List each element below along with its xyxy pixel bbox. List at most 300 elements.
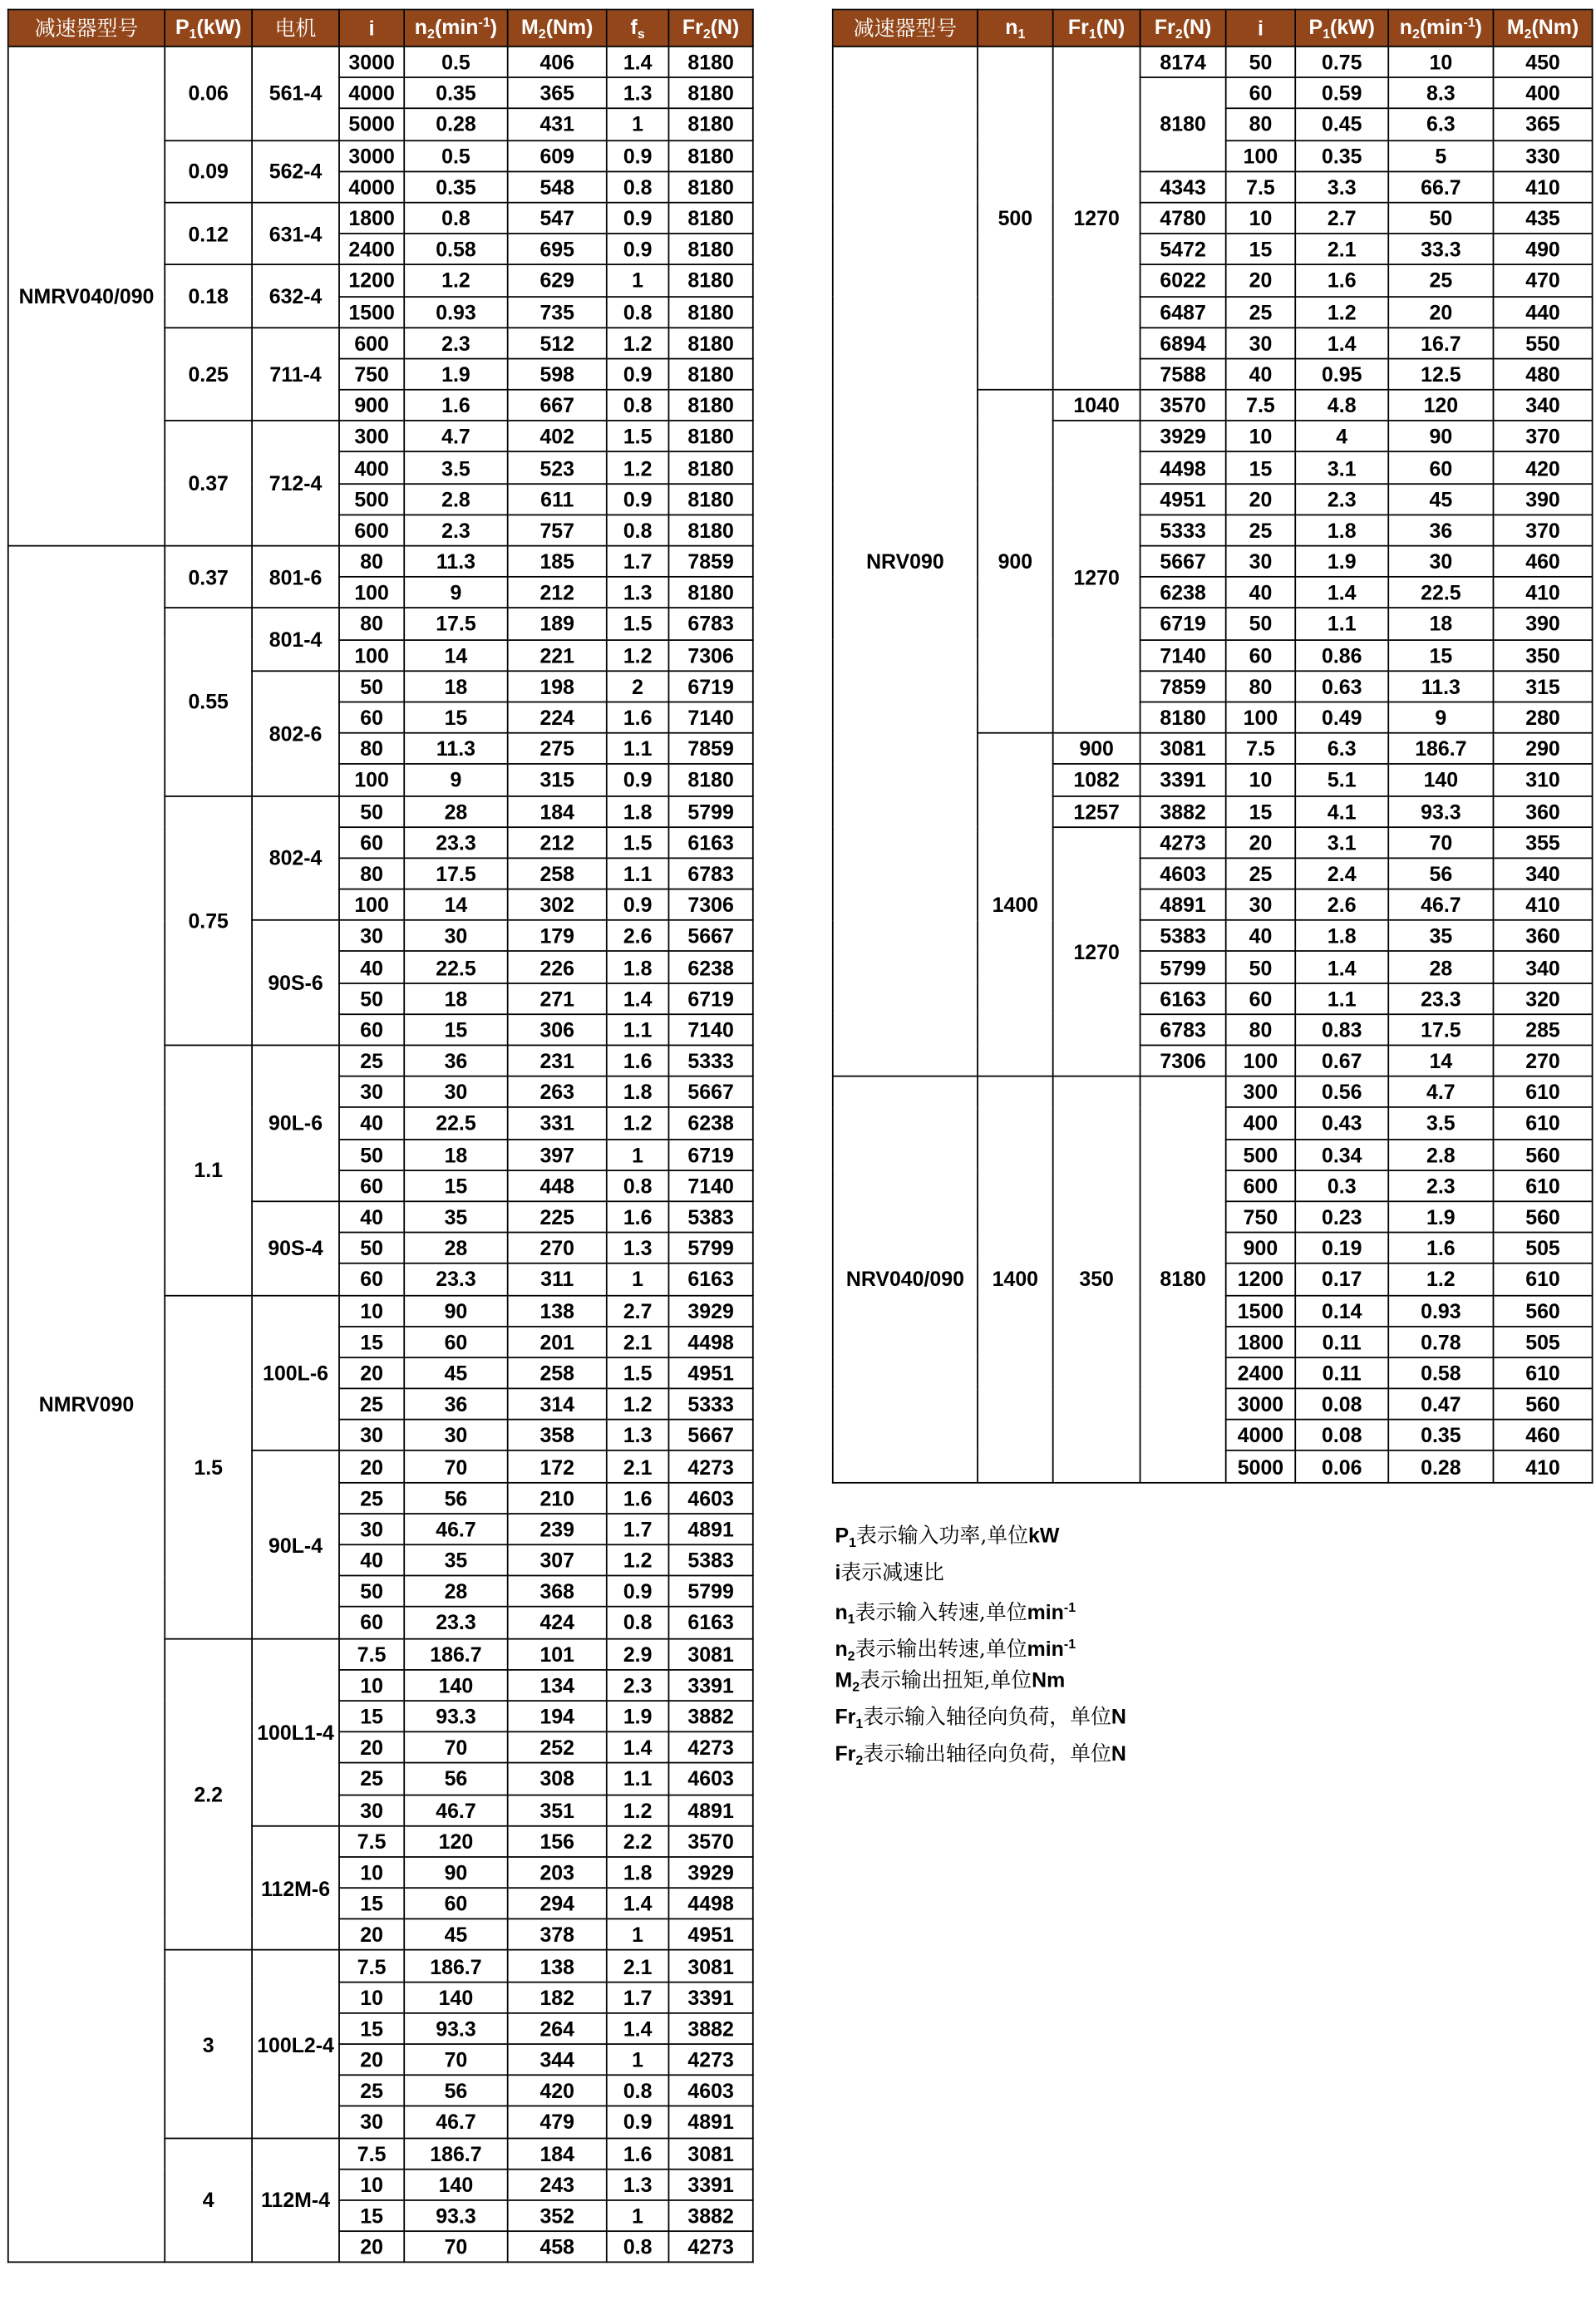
n2-cell: 23.3	[404, 827, 507, 859]
motor-cell: 632-4	[252, 265, 339, 328]
fs-cell: 1.9	[607, 1701, 669, 1732]
fr2-cell: 8180	[668, 47, 752, 78]
fs-cell: 1.6	[607, 1045, 669, 1076]
n2-cell: 140	[1388, 764, 1493, 795]
header-m2: $M_2(Nm)$	[508, 10, 607, 47]
p1-cell: 0.75	[1295, 47, 1388, 78]
fs-cell: 1.8	[607, 1076, 669, 1108]
i-cell: 80	[1226, 1014, 1296, 1046]
power-cell: 1.1	[165, 1045, 252, 1294]
i-cell: 4000	[1226, 1420, 1296, 1451]
m2-cell: 450	[1493, 47, 1592, 78]
n2-cell: 56	[404, 1482, 507, 1514]
motor-cell: 561-4	[252, 47, 339, 140]
n2-cell: 2.3	[404, 515, 507, 546]
fs-cell: 1.5	[607, 608, 669, 640]
m2-cell: 182	[508, 1982, 607, 2013]
n2-cell: 17.5	[1388, 1014, 1493, 1046]
fr2-cell: 8180	[668, 296, 752, 328]
i-cell: 60	[339, 1263, 404, 1295]
right-spec-table	[832, 9, 1594, 1483]
i-cell: 750	[1226, 1201, 1296, 1233]
fs-cell: 1.8	[607, 1857, 669, 1889]
n2-cell: 20	[1388, 296, 1493, 328]
fs-cell: 1	[607, 2044, 669, 2076]
i-cell: 25	[1226, 296, 1296, 328]
n2-cell: 8.3	[1388, 77, 1493, 109]
i-cell: 15	[1226, 234, 1296, 265]
motor-cell: 90L-6	[252, 1045, 339, 1201]
i-cell: 100	[339, 889, 404, 921]
motor-cell: 801-4	[252, 608, 339, 671]
p1-cell: 0.23	[1295, 1201, 1388, 1233]
n2-cell: 3.5	[1388, 1108, 1493, 1140]
n2-cell: 30	[404, 1076, 507, 1108]
fr2-cell: 6783	[668, 608, 752, 640]
m2-cell: 210	[508, 1482, 607, 1514]
i-cell: 30	[339, 1420, 404, 1451]
m2-cell: 225	[508, 1201, 607, 1233]
i-cell: 100	[339, 764, 404, 795]
i-cell: 80	[339, 858, 404, 889]
n2-cell: 93.3	[1388, 795, 1493, 827]
n2-cell: 46.7	[404, 2106, 507, 2138]
p1-cell: 1.9	[1295, 546, 1388, 578]
m2-cell: 378	[508, 1919, 607, 1951]
i-cell: 300	[1226, 1076, 1296, 1108]
m2-cell: 548	[508, 171, 607, 203]
p1-cell: 0.11	[1295, 1357, 1388, 1389]
m2-cell: 340	[1493, 858, 1592, 889]
m2-cell: 311	[508, 1263, 607, 1295]
p1-cell: 2.7	[1295, 203, 1388, 234]
p1-cell: 2.6	[1295, 889, 1388, 921]
m2-cell: 212	[508, 827, 607, 859]
n2-cell: 186.7	[404, 1950, 507, 1982]
fr2-cell: 4273	[668, 1732, 752, 1764]
m2-cell: 280	[1493, 702, 1592, 733]
fr2-cell: 3570	[1140, 390, 1226, 421]
m2-cell: 365	[1493, 109, 1592, 140]
i-cell: 40	[1226, 577, 1296, 608]
n2-cell: 120	[404, 1825, 507, 1857]
m2-cell: 340	[1493, 390, 1592, 421]
n2-cell: 6.3	[1388, 109, 1493, 140]
fr2-cell: 3929	[668, 1295, 752, 1327]
m2-cell: 368	[508, 1576, 607, 1608]
i-cell: 25	[339, 1763, 404, 1795]
fs-cell: 2.6	[607, 920, 669, 952]
i-cell: 2400	[339, 234, 404, 265]
fs-cell: 1.1	[607, 1763, 669, 1795]
n2-cell: 70	[404, 2044, 507, 2076]
m2-cell: 370	[1493, 515, 1592, 546]
fr2-cell: 6783	[668, 858, 752, 889]
i-cell: 15	[339, 2013, 404, 2045]
fr2-cell: 8180	[668, 452, 752, 484]
p1-cell: 0.67	[1295, 1045, 1388, 1076]
m2-cell: 420	[1493, 452, 1592, 484]
i-cell: 4000	[339, 171, 404, 203]
p1-cell: 2.4	[1295, 858, 1388, 889]
i-cell: 10	[339, 1669, 404, 1701]
n2-cell: 30	[1388, 546, 1493, 578]
fs-cell: 0.8	[607, 171, 669, 203]
fr2-cell: 6894	[1140, 328, 1226, 359]
fr2-cell: 5667	[668, 920, 752, 952]
fr2-cell: 4603	[1140, 858, 1226, 889]
m2-cell: 410	[1493, 889, 1592, 921]
i-cell: 1200	[1226, 1263, 1296, 1295]
fr2-cell: 3391	[668, 1669, 752, 1701]
n2-cell: 0.35	[404, 77, 507, 109]
p1-cell: 1.1	[1295, 983, 1388, 1014]
m2-cell: 610	[1493, 1076, 1592, 1108]
n2-cell: 18	[1388, 608, 1493, 640]
m2-cell: 390	[1493, 484, 1592, 515]
i-cell: 80	[339, 546, 404, 578]
i-cell: 40	[339, 1108, 404, 1140]
power-cell: 3	[165, 1950, 252, 2137]
i-cell: 30	[339, 1514, 404, 1545]
i-cell: 30	[1226, 546, 1296, 578]
n2-cell: 50	[1388, 203, 1493, 234]
p1-cell: 1.2	[1295, 296, 1388, 328]
fr2-cell: 6238	[1140, 577, 1226, 608]
fs-cell: 0.8	[607, 296, 669, 328]
motor-cell: 802-6	[252, 671, 339, 795]
i-cell: 30	[1226, 328, 1296, 359]
fr2-cell: 3081	[1140, 733, 1226, 765]
i-cell: 40	[1226, 920, 1296, 952]
m2-cell: 460	[1493, 1420, 1592, 1451]
n2-cell: 33.3	[1388, 234, 1493, 265]
n2-cell: 0.58	[1388, 1357, 1493, 1389]
m2-cell: 523	[508, 452, 607, 484]
n2-cell: 0.35	[1388, 1420, 1493, 1451]
fr2-cell: 7140	[668, 1170, 752, 1202]
i-cell: 900	[1226, 1233, 1296, 1264]
fr2-cell: 4780	[1140, 203, 1226, 234]
fr2-cell: 5333	[1140, 515, 1226, 546]
n2-cell: 60	[1388, 452, 1493, 484]
m2-cell: 410	[1493, 1451, 1592, 1483]
n2-cell: 17.5	[404, 608, 507, 640]
n2-cell: 56	[1388, 858, 1493, 889]
i-cell: 100	[1226, 1045, 1296, 1076]
i-cell: 40	[339, 952, 404, 983]
n2-cell: 15	[404, 702, 507, 733]
m2-cell: 460	[1493, 546, 1592, 578]
i-cell: 15	[1226, 795, 1296, 827]
n2-cell: 35	[404, 1201, 507, 1233]
fs-cell: 0.8	[607, 390, 669, 421]
m2-cell: 331	[508, 1108, 607, 1140]
motor-cell: 90L-4	[252, 1451, 339, 1638]
p1-cell: 0.35	[1295, 140, 1388, 171]
m2-cell: 397	[508, 1139, 607, 1170]
i-cell: 60	[339, 827, 404, 859]
i-cell: 30	[339, 920, 404, 952]
i-cell: 100	[339, 639, 404, 671]
i-cell: 5000	[1226, 1451, 1296, 1483]
fr2-cell: 8180	[668, 421, 752, 452]
m2-cell: 275	[508, 733, 607, 765]
fr2-cell: 8180	[668, 515, 752, 546]
n2-cell: 70	[404, 1451, 507, 1483]
p1-cell: 4	[1295, 421, 1388, 452]
i-cell: 80	[339, 733, 404, 765]
fs-cell: 1.1	[607, 733, 669, 765]
m2-cell: 695	[508, 234, 607, 265]
i-cell: 50	[1226, 952, 1296, 983]
fr2-cell: 3882	[1140, 795, 1226, 827]
fr2-cell: 7140	[668, 1014, 752, 1046]
m2-cell: 402	[508, 421, 607, 452]
n2-cell: 35	[1388, 920, 1493, 952]
p1-cell: 1.8	[1295, 515, 1388, 546]
n2-cell: 11.3	[404, 733, 507, 765]
header-p1: $P_1(kW)$	[165, 10, 252, 47]
m2-cell: 252	[508, 1732, 607, 1764]
power-cell: 0.55	[165, 608, 252, 795]
i-cell: 80	[1226, 109, 1296, 140]
m2-cell: 340	[1493, 952, 1592, 983]
p1-cell: 0.08	[1295, 1420, 1388, 1451]
fr2-cell: 4603	[668, 1763, 752, 1795]
motor-cell: 801-6	[252, 546, 339, 608]
i-cell: 50	[339, 671, 404, 702]
m2-cell: 490	[1493, 234, 1592, 265]
m2-cell: 258	[508, 858, 607, 889]
n2-cell: 22.5	[404, 1108, 507, 1140]
m2-cell: 360	[1493, 795, 1592, 827]
fs-cell: 1.1	[607, 1014, 669, 1046]
power-cell: 0.25	[165, 328, 252, 421]
i-cell: 10	[1226, 203, 1296, 234]
m2-cell: 410	[1493, 171, 1592, 203]
n2-cell: 1.2	[404, 265, 507, 297]
n2-cell: 0.5	[404, 47, 507, 78]
p1-cell: 0.63	[1295, 671, 1388, 702]
p1-cell: 0.56	[1295, 1076, 1388, 1108]
n2-cell: 0.93	[1388, 1295, 1493, 1327]
header-fr1: $Fr_1(N)$	[1053, 10, 1140, 47]
i-cell: 400	[1226, 1108, 1296, 1140]
fs-cell: 0.9	[607, 358, 669, 390]
m2-cell: 435	[1493, 203, 1592, 234]
n1-cell: 900	[978, 390, 1053, 733]
fr2-cell: 6238	[668, 1108, 752, 1140]
n2-cell: 56	[404, 1763, 507, 1795]
fs-cell: 1.3	[607, 2169, 669, 2200]
fr2-cell: 3882	[668, 2200, 752, 2232]
i-cell: 750	[339, 358, 404, 390]
p1-cell: 0.95	[1295, 358, 1388, 390]
p1-cell: 4.1	[1295, 795, 1388, 827]
m2-cell: 351	[508, 1795, 607, 1826]
fr2-cell: 6719	[1140, 608, 1226, 640]
m2-cell: 264	[508, 2013, 607, 2045]
fr2-cell: 4498	[1140, 452, 1226, 484]
n2-cell: 93.3	[404, 1701, 507, 1732]
i-cell: 25	[339, 1045, 404, 1076]
n2-cell: 45	[1388, 484, 1493, 515]
m2-cell: 505	[1493, 1233, 1592, 1264]
p1-cell: 0.14	[1295, 1295, 1388, 1327]
fr2-cell: 7588	[1140, 358, 1226, 390]
fs-cell: 1.4	[607, 47, 669, 78]
m2-cell: 310	[1493, 764, 1592, 795]
fr2-cell: 5799	[668, 795, 752, 827]
n2-cell: 15	[404, 1014, 507, 1046]
p1-cell: 0.45	[1295, 109, 1388, 140]
n2-cell: 22.5	[404, 952, 507, 983]
m2-cell: 479	[508, 2106, 607, 2138]
p1-cell: 3.1	[1295, 452, 1388, 484]
fs-cell: 1.6	[607, 1482, 669, 1514]
i-cell: 3000	[339, 140, 404, 171]
fr2-cell: 3929	[668, 1857, 752, 1889]
fs-cell: 0.9	[607, 889, 669, 921]
fr2-cell: 8180	[668, 577, 752, 608]
i-cell: 500	[339, 484, 404, 515]
p1-cell: 0.11	[1295, 1326, 1388, 1357]
n2-cell: 15	[404, 1170, 507, 1202]
n2-cell: 1.6	[1388, 1233, 1493, 1264]
fs-cell: 0.8	[607, 515, 669, 546]
header-i: i	[339, 10, 404, 47]
fs-cell: 1.4	[607, 983, 669, 1014]
fs-cell: 1.5	[607, 1357, 669, 1389]
m2-cell: 138	[508, 1950, 607, 1982]
i-cell: 7.5	[339, 1638, 404, 1670]
n2-cell: 93.3	[404, 2013, 507, 2045]
m2-cell: 358	[508, 1420, 607, 1451]
fs-cell: 0.8	[607, 1607, 669, 1638]
motor-cell: 90S-6	[252, 920, 339, 1045]
fs-cell: 1.5	[607, 421, 669, 452]
n2-cell: 4.7	[404, 421, 507, 452]
i-cell: 7.5	[339, 2138, 404, 2170]
n2-cell: 186.7	[1388, 733, 1493, 765]
m2-cell: 352	[508, 2200, 607, 2232]
i-cell: 100	[1226, 702, 1296, 733]
i-cell: 1500	[1226, 1295, 1296, 1327]
m2-cell: 315	[508, 764, 607, 795]
fs-cell: 0.9	[607, 2106, 669, 2138]
n2-cell: 16.7	[1388, 328, 1493, 359]
m2-cell: 560	[1493, 1201, 1592, 1233]
n2-cell: 25	[1388, 265, 1493, 297]
i-cell: 5000	[339, 109, 404, 140]
i-cell: 4000	[339, 77, 404, 109]
n2-cell: 140	[404, 2169, 507, 2200]
fs-cell: 0.8	[607, 2231, 669, 2263]
fr2-cell: 4951	[668, 1919, 752, 1951]
p1-cell: 6.3	[1295, 733, 1388, 765]
motor-cell: 712-4	[252, 421, 339, 545]
fr2-cell: 7306	[1140, 1045, 1226, 1076]
n2-cell: 10	[1388, 47, 1493, 78]
fr2-cell: 5333	[668, 1045, 752, 1076]
m2-cell: 243	[508, 2169, 607, 2200]
n2-cell: 45	[404, 1919, 507, 1951]
fr2-cell: 3081	[668, 1950, 752, 1982]
fs-cell: 0.8	[607, 2076, 669, 2107]
m2-cell: 330	[1493, 140, 1592, 171]
n2-cell: 90	[404, 1857, 507, 1889]
m2-cell: 224	[508, 702, 607, 733]
fs-cell: 1	[607, 109, 669, 140]
n2-cell: 0.58	[404, 234, 507, 265]
m2-cell: 290	[1493, 733, 1592, 765]
header-motor: 电机	[252, 10, 339, 47]
fr2-cell: 6022	[1140, 265, 1226, 297]
fr2-cell: 3081	[668, 2138, 752, 2170]
fr2-cell: 4273	[668, 2044, 752, 2076]
fs-cell: 1	[607, 1139, 669, 1170]
i-cell: 20	[1226, 827, 1296, 859]
m2-cell: 410	[1493, 577, 1592, 608]
fs-cell: 1.6	[607, 1201, 669, 1233]
fs-cell: 2.1	[607, 1451, 669, 1483]
m2-cell: 156	[508, 1825, 607, 1857]
fs-cell: 0.8	[607, 1170, 669, 1202]
i-cell: 80	[339, 608, 404, 640]
m2-cell: 480	[1493, 358, 1592, 390]
n2-cell: 90	[1388, 421, 1493, 452]
n2-cell: 36	[404, 1045, 507, 1076]
table-row	[833, 1076, 1593, 1108]
n2-cell: 18	[404, 671, 507, 702]
i-cell: 60	[339, 1607, 404, 1638]
notes-legend	[835, 1517, 1126, 1771]
fs-cell: 1.3	[607, 577, 669, 608]
i-cell: 15	[339, 1701, 404, 1732]
m2-cell: 350	[1493, 639, 1592, 671]
m2-cell: 560	[1493, 1389, 1592, 1421]
n2-cell: 0.35	[404, 171, 507, 203]
fr2-cell: 8180	[668, 328, 752, 359]
m2-cell: 406	[508, 47, 607, 78]
fs-cell: 1.2	[607, 1795, 669, 1826]
n2-cell: 66.7	[1388, 171, 1493, 203]
n2-cell: 14	[404, 889, 507, 921]
m2-cell: 198	[508, 671, 607, 702]
power-cell: 4	[165, 2138, 252, 2263]
power-cell: 0.12	[165, 203, 252, 265]
fr2-cell: 8180	[668, 109, 752, 140]
fs-cell: 1.2	[607, 1544, 669, 1576]
i-cell: 25	[1226, 515, 1296, 546]
i-cell: 60	[1226, 983, 1296, 1014]
n1-cell: 1400	[978, 733, 1053, 1076]
motor-cell: 100L1-4	[252, 1638, 339, 1825]
m2-cell: 179	[508, 920, 607, 952]
fr1-cell: 1082	[1053, 764, 1140, 795]
fr2-cell: 7306	[668, 639, 752, 671]
n2-cell: 17.5	[404, 858, 507, 889]
fs-cell: 2.7	[607, 1295, 669, 1327]
note-fr1: $Fr_1$表示输入轴径向负荷，单位N	[835, 1704, 1126, 1731]
i-cell: 600	[1226, 1170, 1296, 1202]
fr2-cell: 4498	[668, 1888, 752, 1919]
fr1-cell: 1270	[1053, 827, 1140, 1076]
motor-cell: 90S-4	[252, 1201, 339, 1295]
i-cell: 60	[1226, 639, 1296, 671]
i-cell: 30	[339, 1076, 404, 1108]
